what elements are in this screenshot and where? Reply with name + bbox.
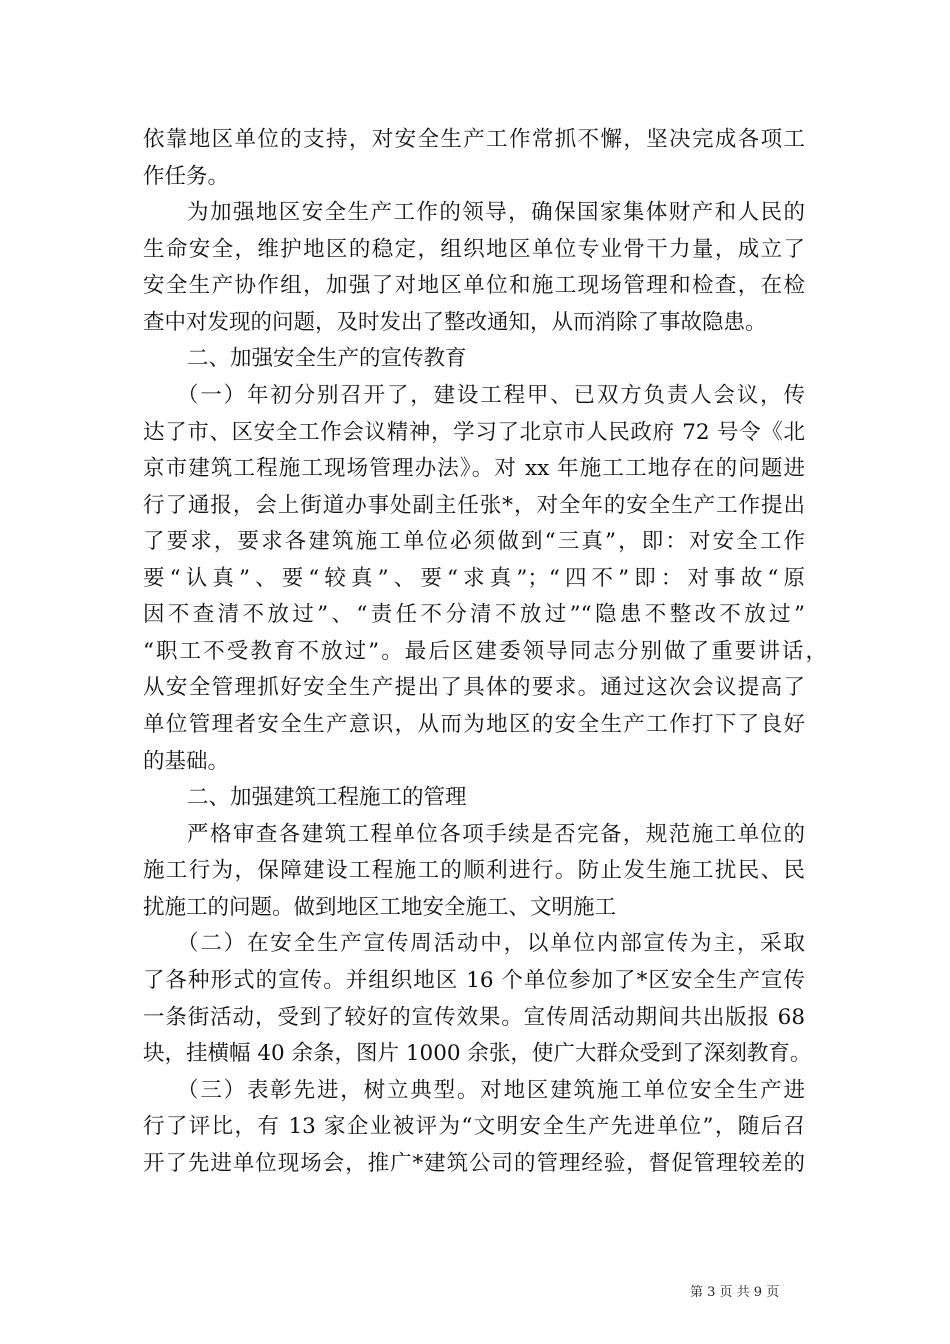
text-line: 行了通报，会上街道办事处副主任张*，对全年的安全生产工作提出 [143, 492, 805, 518]
text-line: 京市建筑工程施工现场管理办法》。对 xx 年施工工地存在的问题进 [143, 456, 805, 482]
text-line: 单位管理者安全生产意识，从而为地区的安全生产工作打下了良好 [143, 712, 805, 737]
text-line: “职工不受教育不放过”。最后区建委领导同志分别做了重要讲话， [143, 638, 827, 664]
text-line: 要“认真”、要“较真”、要“求真”；“四不”即：对事故“原 [143, 565, 805, 591]
text-line: 的基础。 [143, 748, 230, 774]
page-number: 第 3 页 共 9 页 [690, 1285, 780, 1300]
text-line: 依靠地区单位的支持，对安全生产工作常抓不懈，坚决完成各项工 [143, 127, 805, 152]
text-line: 扰施工的问题。做到地区工地安全施工、文明施工 [143, 894, 617, 920]
text-line: 查中对发现的问题，及时发出了整改通知，从而消除了事故隐患。 [143, 309, 767, 335]
text-line: 块，挂横幅 40 余条，图片 1000 余张，使广大群众受到了深刻教育。 [143, 1041, 812, 1067]
text-line: 生命安全，维护地区的稳定，组织地区单位专业骨干力量，成立了 [143, 236, 805, 262]
text-line: （一）年初分别召开了，建设工程甲、已双方负责人会议，传 [177, 382, 805, 408]
paragraph [143, 378, 827, 780]
heading-text: 二、加强建筑工程施工的管理 [187, 785, 467, 811]
text-line: 达了市、区安全工作会议精神，学习了北京市人民政府 72 号令《北 [143, 419, 805, 445]
text-line: （三）表彰先进，树立典型。对地区建筑施工单位安全生产进 [177, 1077, 805, 1103]
text-line: 一条街活动，受到了较好的宣传效果。宣传周活动期间共出版报 68 [143, 1004, 805, 1030]
section-heading [143, 341, 805, 378]
document-body [143, 122, 827, 1182]
paragraph [143, 195, 805, 341]
text-line: 因不查清不放过”、“责任不分清不放过”“隐患不整改不放过” [143, 602, 805, 628]
text-line: 严格审查各建筑工程单位各项手续是否完备，规范施工单位的 [187, 821, 805, 847]
text-line: 为加强地区安全生产工作的领导，确保国家集体财产和人民的 [187, 200, 805, 226]
text-line: 安全生产协作组，加强了对地区单位和施工现场管理和检查，在检 [143, 273, 805, 299]
text-line: 了各种形式的宣传。并组织地区 16 个单位参加了*区安全生产宣传 [143, 967, 805, 993]
text-line: 从安全管理抓好安全生产提出了具体的要求。通过这次会议提高了 [143, 675, 805, 701]
text-line: 了要求，要求各建筑施工单位必须做到“三真”，即：对安全工作 [143, 529, 805, 555]
paragraph [143, 122, 805, 195]
paragraph [143, 817, 805, 927]
paragraph [143, 926, 812, 1072]
text-line: 施工行为，保障建设工程施工的顺利进行。防止发生施工扰民、民 [143, 858, 805, 884]
text-line: 行了评比，有 13 家企业被评为“文明安全生产先进单位”，随后召 [143, 1114, 805, 1140]
text-line: 作任务。 [143, 163, 230, 189]
section-heading [143, 780, 805, 817]
text-line: （二）在安全生产宣传周活动中，以单位内部宣传为主，采取 [177, 931, 805, 957]
text-line: 开了先进单位现场会，推广*建筑公司的管理经验，督促管理较差的 [143, 1150, 805, 1176]
heading-text: 二、加强安全生产的宣传教育 [187, 346, 467, 372]
paragraph [143, 1073, 805, 1183]
